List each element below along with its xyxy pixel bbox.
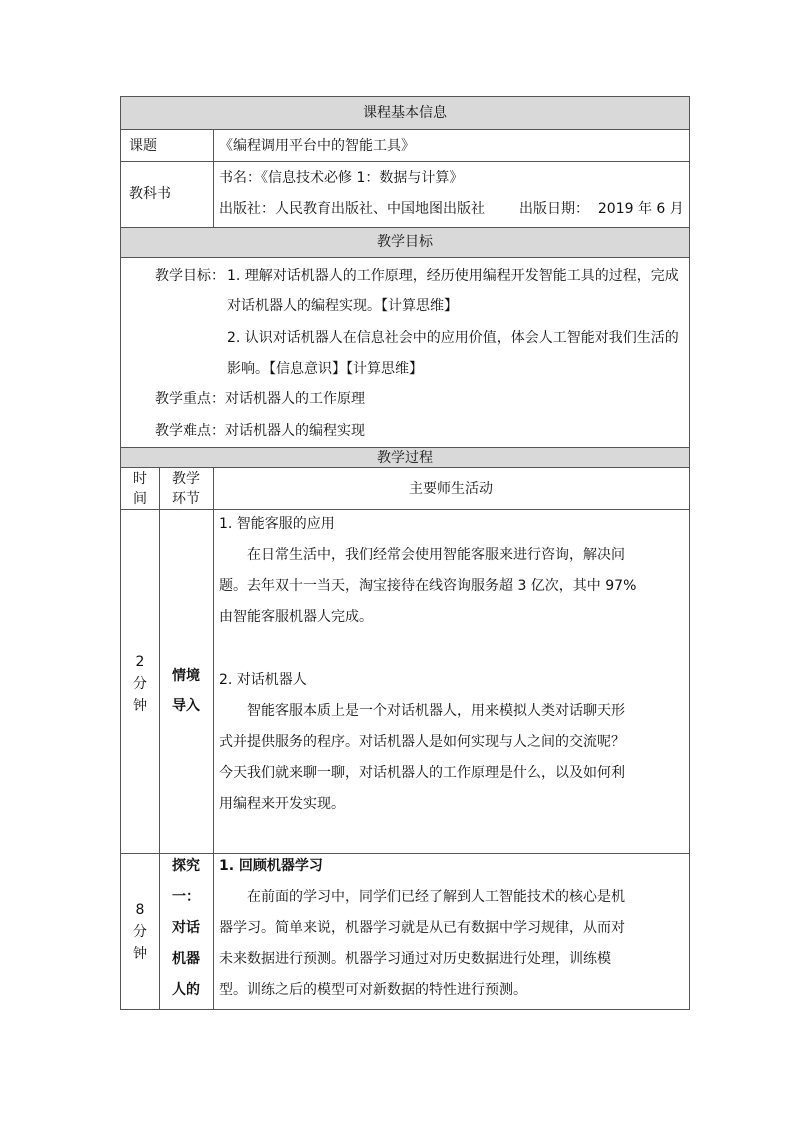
col-time-1: 时 <box>133 471 147 487</box>
intro-para1-line2: 题。去年双十一当天，淘宝接待在线咨询服务超 3 亿次，其中 97% <box>219 578 637 594</box>
publisher: 出版社：人民教育出版社、中国地图出版社 <box>219 201 485 217</box>
intro-para2-line4: 用编程来开发实现。 <box>219 796 345 812</box>
intro-heading-2: 2. 对话机器人 <box>219 672 307 688</box>
intro-para2-line3: 今天我们就来聊一聊，对话机器人的工作原理是什么，以及如何利 <box>219 765 625 781</box>
intro-time-3: 钟 <box>133 698 147 714</box>
intro-stage-1: 情境 <box>172 668 200 684</box>
goal1-line2: 对话机器人的编程实现。【计算思维】 <box>227 298 458 314</box>
process-header: 教学过程 <box>377 450 433 466</box>
intro-para2-line2: 式并提供服务的程序。对话机器人是如何实现与人之间的交流呢？ <box>219 734 625 750</box>
topic-value: 《编程调用平台中的智能工具》 <box>219 138 415 154</box>
basic-info-header: 课程基本信息 <box>363 105 447 121</box>
explore-stage-3: 对话 <box>172 920 200 936</box>
explore-para1-line3: 未来数据进行预测。机器学习通过对历史数据进行处理，训练模 <box>219 951 611 967</box>
explore-para1-line2: 器学习。简单来说，机器学习就是从已有数据中学习规律，从而对 <box>219 920 625 936</box>
process-row-explore <box>121 853 689 1009</box>
objectives-header-row <box>121 227 689 257</box>
process-row-intro <box>121 509 689 853</box>
goal-label: 教学目标： <box>155 268 225 284</box>
explore-time-3: 钟 <box>133 946 147 962</box>
goal2-line2: 影响。【信息意识】【计算思维】 <box>227 361 423 377</box>
goal2-line1: 2. 认识对话机器人在信息社会中的应用价值，体会人工智能对我们生活的 <box>227 330 679 346</box>
topic-row <box>121 129 689 161</box>
lesson-plan-table <box>120 96 690 1010</box>
process-header-row <box>121 447 689 467</box>
goal1-line1: 1. 理解对话机器人的工作原理，经历使用编程开发智能工具的过程，完成 <box>227 268 679 284</box>
objectives-header: 教学目标 <box>377 234 433 250</box>
basic-info-header-row <box>121 97 689 129</box>
col-stage-2: 环节 <box>172 491 200 507</box>
publish-date: 出版日期： 2019 年 6 月 <box>519 201 684 217</box>
explore-stage-5: 人的 <box>172 982 200 998</box>
intro-para1-line3: 由智能客服机器人完成。 <box>219 609 373 625</box>
textbook-label: 教科书 <box>129 186 171 202</box>
intro-stage-2: 导入 <box>172 698 200 714</box>
objectives-body <box>121 257 689 447</box>
key-point: 教学重点：对话机器人的工作原理 <box>155 391 365 407</box>
explore-time-2: 分 <box>133 924 147 940</box>
intro-time-2: 分 <box>133 676 147 692</box>
intro-time-1: 2 <box>135 654 145 670</box>
textbook-row <box>121 161 689 227</box>
explore-para1-line4: 型。训练之后的模型可对新数据的特性进行预测。 <box>219 982 527 998</box>
intro-para2-line1: 智能客服本质上是一个对话机器人，用来模拟人类对话聊天形 <box>247 703 625 719</box>
topic-label: 课题 <box>129 138 157 154</box>
explore-para1-line1: 在前面的学习中，同学们已经了解到人工智能技术的核心是机 <box>247 889 625 905</box>
explore-stage-1: 探究 <box>172 858 200 874</box>
explore-stage-2: 一： <box>172 889 200 905</box>
intro-para1-line1: 在日常生活中，我们经常会使用智能客服来进行咨询，解决问 <box>247 547 625 563</box>
explore-time-1: 8 <box>135 902 145 918</box>
explore-stage-4: 机器 <box>172 951 200 967</box>
col-time-2: 间 <box>133 491 147 507</box>
book-name: 书名：《信息技术必修 1：数据与计算》 <box>219 170 464 186</box>
col-stage-1: 教学 <box>172 471 200 487</box>
difficulty: 教学难点：对话机器人的编程实现 <box>155 423 365 439</box>
explore-heading-1: 1. 回顾机器学习 <box>219 858 323 874</box>
process-column-headers <box>121 467 689 509</box>
intro-heading-1: 1. 智能客服的应用 <box>219 516 335 532</box>
col-activity: 主要师生活动 <box>409 481 493 497</box>
